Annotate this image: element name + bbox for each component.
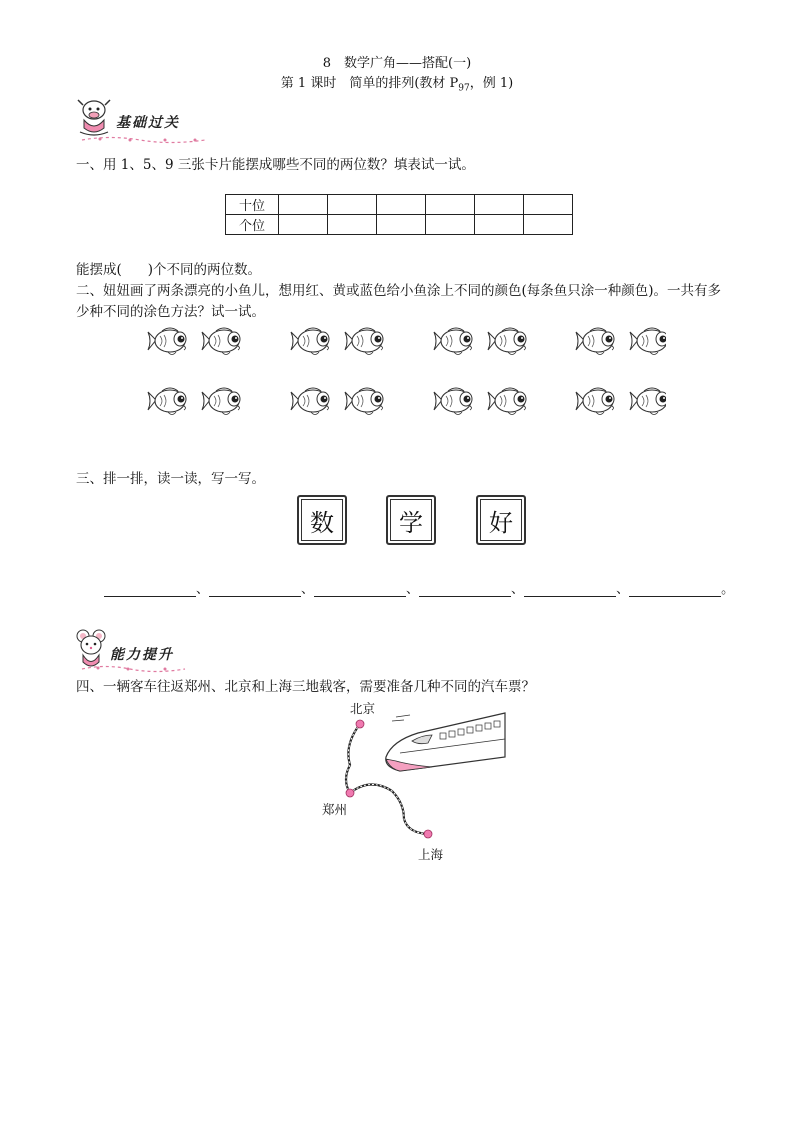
answer-blank[interactable] xyxy=(314,582,406,597)
answer-cell[interactable] xyxy=(377,215,426,235)
separator: 、 xyxy=(196,582,210,597)
badge-dotted-underline xyxy=(80,135,210,145)
answer-cell[interactable] xyxy=(377,195,426,215)
subtitle-suffix: ，例 1) xyxy=(469,76,514,91)
answer-prefix: 能摆成( xyxy=(76,262,122,278)
page-title: 8 数学广角——搭配(一) xyxy=(322,56,472,71)
city-label-shanghai: 上海 xyxy=(418,847,444,862)
badge-dotted-underline xyxy=(80,664,190,674)
question-2-line2: 少种不同的涂色方法？试一试。 xyxy=(76,304,265,320)
row-header-ones: 个位 xyxy=(226,215,279,235)
fish-pair[interactable] xyxy=(148,388,240,415)
fish-pair[interactable] xyxy=(434,328,526,355)
table-row xyxy=(226,195,573,215)
card-shu[interactable]: 数 xyxy=(297,495,347,545)
answer-blank[interactable] xyxy=(419,582,511,597)
fish-pair[interactable] xyxy=(576,328,666,355)
bullet-train-icon xyxy=(386,713,505,771)
city-label-zhengzhou: 郑州 xyxy=(322,802,348,817)
separator: 、 xyxy=(511,582,525,597)
row-header-tens: 十位 xyxy=(226,195,279,215)
cow-mascot-icon xyxy=(74,96,114,138)
fish-pair[interactable] xyxy=(291,388,383,415)
question-2-line1: 二、妞妞画了两条漂亮的小鱼儿，想用红、黄或蓝色给小鱼涂上不同的颜色(每条鱼只涂一种颜色)。一共有多 xyxy=(76,283,722,299)
answer-cell[interactable] xyxy=(328,215,377,235)
answer-cell[interactable] xyxy=(328,195,377,215)
badge-label: 基础过关 xyxy=(116,115,180,131)
separator: 、 xyxy=(616,582,630,597)
answer-suffix: )个不同的两位数。 xyxy=(147,262,262,278)
separator: 、 xyxy=(406,582,420,597)
answer-cell[interactable] xyxy=(475,195,524,215)
card-hao[interactable]: 好 xyxy=(476,495,526,545)
question-4-text: 四、一辆客车往返郑州、北京和上海三地载客，需要准备几种不同的汽车票？ xyxy=(76,679,535,695)
fish-pair[interactable] xyxy=(148,328,240,355)
page-subtitle xyxy=(0,72,794,94)
subtitle-prefix: 第 1 课时 简单的排列(教材 P xyxy=(280,76,459,91)
question-1-answer xyxy=(76,260,261,280)
fish-pair[interactable] xyxy=(291,328,383,355)
answer-cell[interactable] xyxy=(279,195,328,215)
answer-cell[interactable] xyxy=(524,215,573,235)
route-zhengzhou-shanghai xyxy=(350,784,428,834)
end-mark: 。 xyxy=(721,582,735,597)
answer-blank[interactable] xyxy=(629,582,721,597)
city-label-beijing: 北京 xyxy=(350,701,376,716)
route-map xyxy=(300,695,520,870)
card-xue[interactable]: 学 xyxy=(386,495,436,545)
city-dot-shanghai[interactable] xyxy=(424,830,432,838)
fish-pair[interactable] xyxy=(434,388,526,415)
answer-cell[interactable] xyxy=(475,215,524,235)
question-3-text: 三、排一排，读一读，写一写。 xyxy=(76,471,265,487)
answer-blanks-row xyxy=(104,578,734,597)
fish-pairs xyxy=(146,326,666,426)
answer-blank[interactable] xyxy=(524,582,616,597)
answer-cell[interactable] xyxy=(426,195,475,215)
answer-blank[interactable] xyxy=(104,582,196,597)
section-badge-basic xyxy=(74,96,180,138)
badge-label: 能力提升 xyxy=(110,647,174,663)
place-value-table xyxy=(225,194,573,235)
answer-blank[interactable] xyxy=(209,582,301,597)
fish-pair[interactable] xyxy=(576,388,666,415)
city-dot-zhengzhou[interactable] xyxy=(346,789,354,797)
answer-cell[interactable] xyxy=(279,215,328,235)
table-row xyxy=(226,215,573,235)
separator: 、 xyxy=(301,582,315,597)
city-dot-beijing[interactable] xyxy=(356,720,364,728)
answer-cell[interactable] xyxy=(524,195,573,215)
answer-cell[interactable] xyxy=(426,215,475,235)
subtitle-page-sub: 97 xyxy=(458,83,470,94)
fish-grid xyxy=(146,326,666,430)
question-1-text: 一、用 1、5、9 三张卡片能摆成哪些不同的两位数？填表试一试。 xyxy=(76,157,475,173)
